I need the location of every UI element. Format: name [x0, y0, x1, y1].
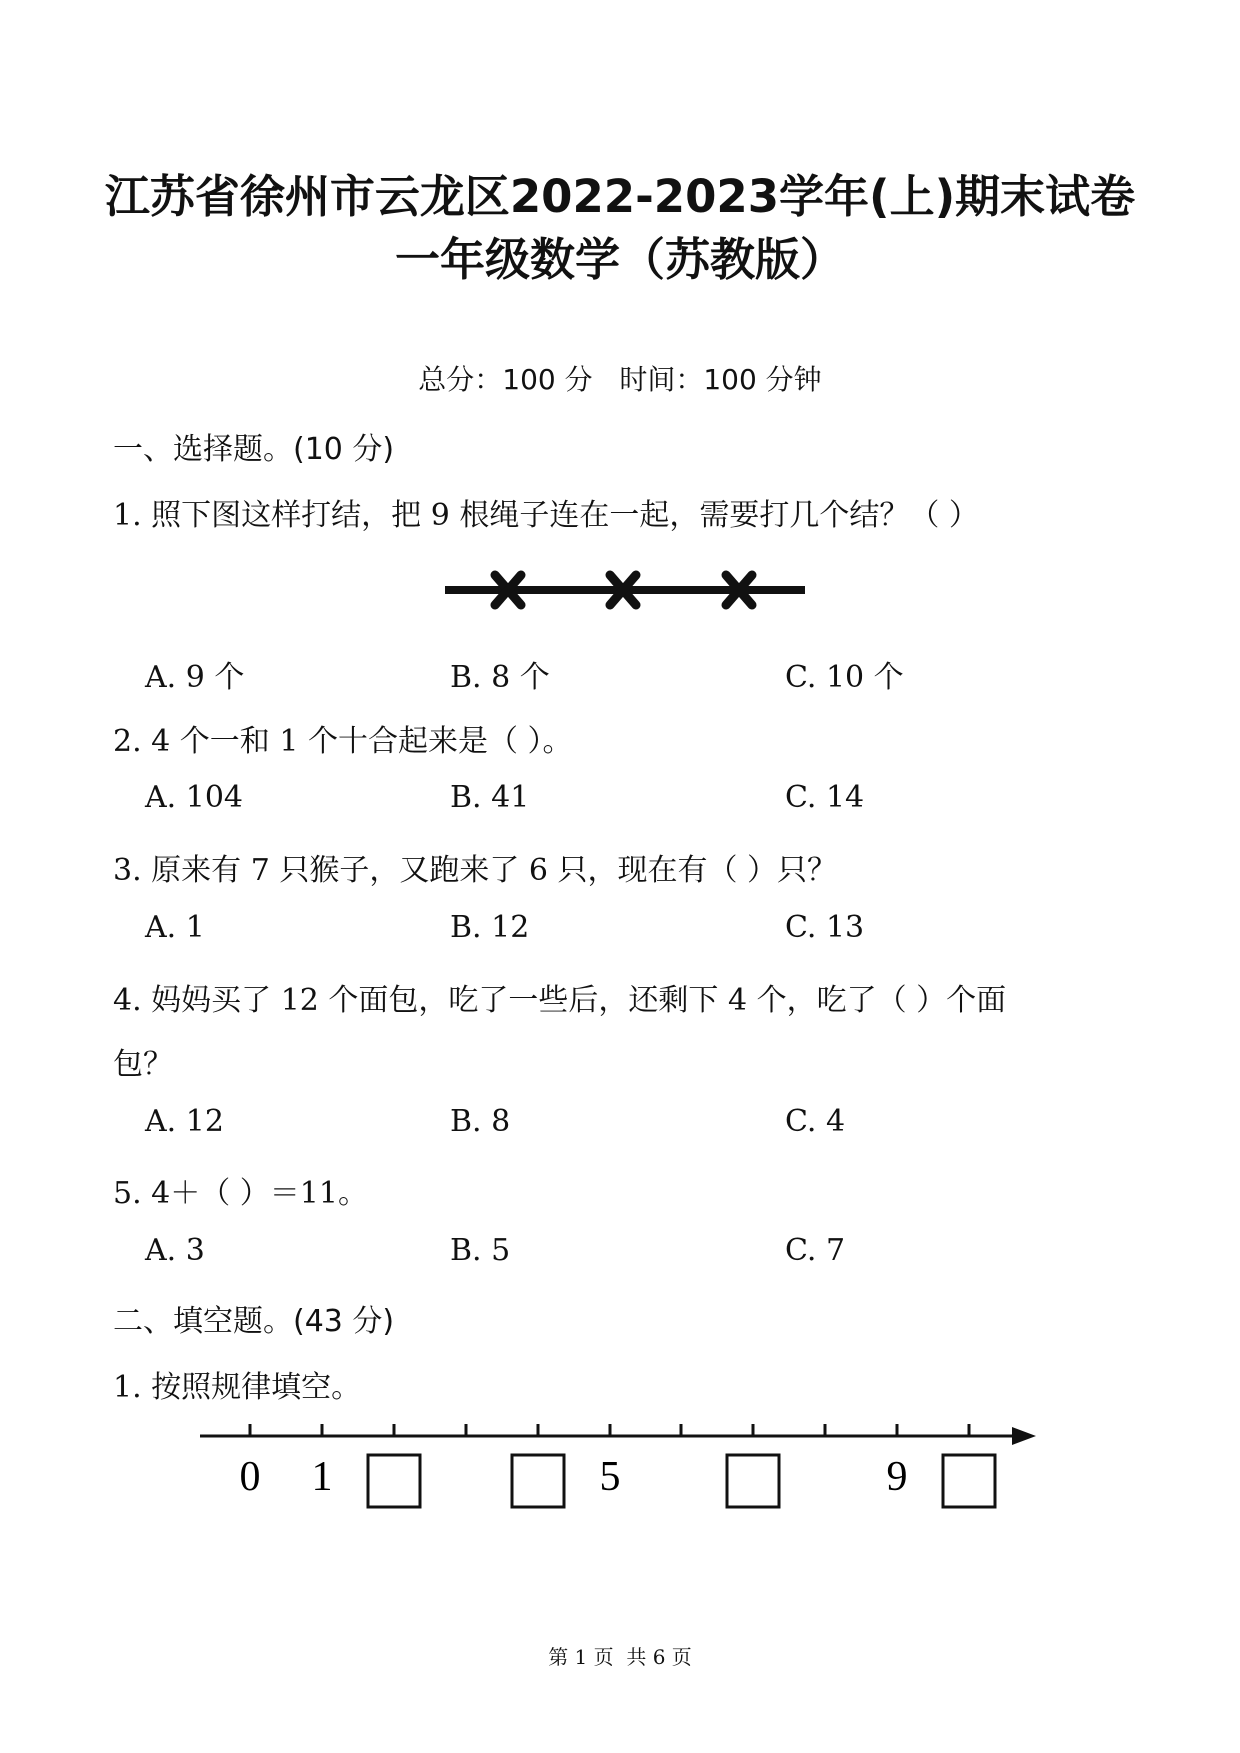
- exam-title-line1: 江苏省徐州市云龙区2022-2023学年(上)期末试卷: [104, 170, 1136, 223]
- q5-option-b: B. 5: [450, 1233, 511, 1268]
- q4-option-b: B. 8: [450, 1104, 511, 1139]
- question-1: 1. 照下图这样打结，把 9 根绳子连在一起，需要打几个结？（ ）: [113, 498, 979, 533]
- answer-box[interactable]: [727, 1455, 779, 1507]
- answer-box[interactable]: [943, 1455, 995, 1507]
- q1-option-a: A. 9 个: [145, 660, 245, 695]
- exam-title-line2: 一年级数学（苏教版）: [394, 233, 845, 286]
- q5-option-c: C. 7: [785, 1233, 846, 1268]
- number-line-arrow: [1012, 1427, 1036, 1445]
- answer-box[interactable]: [512, 1455, 564, 1507]
- fill-question-1: 1. 按照规律填空。: [113, 1370, 362, 1405]
- question-4-continued: 包？: [113, 1047, 173, 1082]
- q2-option-a: A. 104: [145, 780, 243, 815]
- answer-box[interactable]: [368, 1455, 420, 1507]
- section-heading-choice: 一、选择题。(10 分): [113, 432, 395, 467]
- q4-option-c: C. 4: [785, 1104, 846, 1139]
- q2-option-b: B. 41: [450, 780, 530, 815]
- q3-option-a: A. 1: [145, 910, 205, 945]
- q2-option-c: C. 14: [785, 780, 865, 815]
- question-4: 4. 妈妈买了 12 个面包，吃了一些后，还剩下 4 个，吃了（ ）个面: [113, 983, 1007, 1018]
- number-label-9: 9: [886, 1454, 908, 1500]
- rope-knots-figure: [445, 565, 815, 615]
- score-time-info: 总分：100 分 时间：100 分钟: [418, 363, 822, 396]
- section-heading-fill: 二、填空题。(43 分): [113, 1304, 395, 1339]
- q5-option-a: A. 3: [145, 1233, 205, 1268]
- page-footer: 第 1 页 共 6 页: [548, 1645, 692, 1669]
- q1-option-b: B. 8 个: [450, 660, 550, 695]
- number-label-0: 0: [239, 1454, 261, 1500]
- q3-option-c: C. 13: [785, 910, 865, 945]
- q3-option-b: B. 12: [450, 910, 530, 945]
- number-label-1: 1: [311, 1454, 333, 1500]
- question-5: 5. 4＋（ ）＝11。: [113, 1176, 368, 1211]
- question-2: 2. 4 个一和 1 个十合起来是（ ）。: [113, 724, 573, 759]
- number-line-figure: [0, 1410, 1240, 1520]
- number-label-5: 5: [599, 1454, 621, 1500]
- number-line-ticks: [250, 1424, 969, 1436]
- q1-option-c: C. 10 个: [785, 660, 904, 695]
- question-3: 3. 原来有 7 只猴子，又跑来了 6 只，现在有（ ）只？: [113, 853, 838, 888]
- q4-option-a: A. 12: [145, 1104, 224, 1139]
